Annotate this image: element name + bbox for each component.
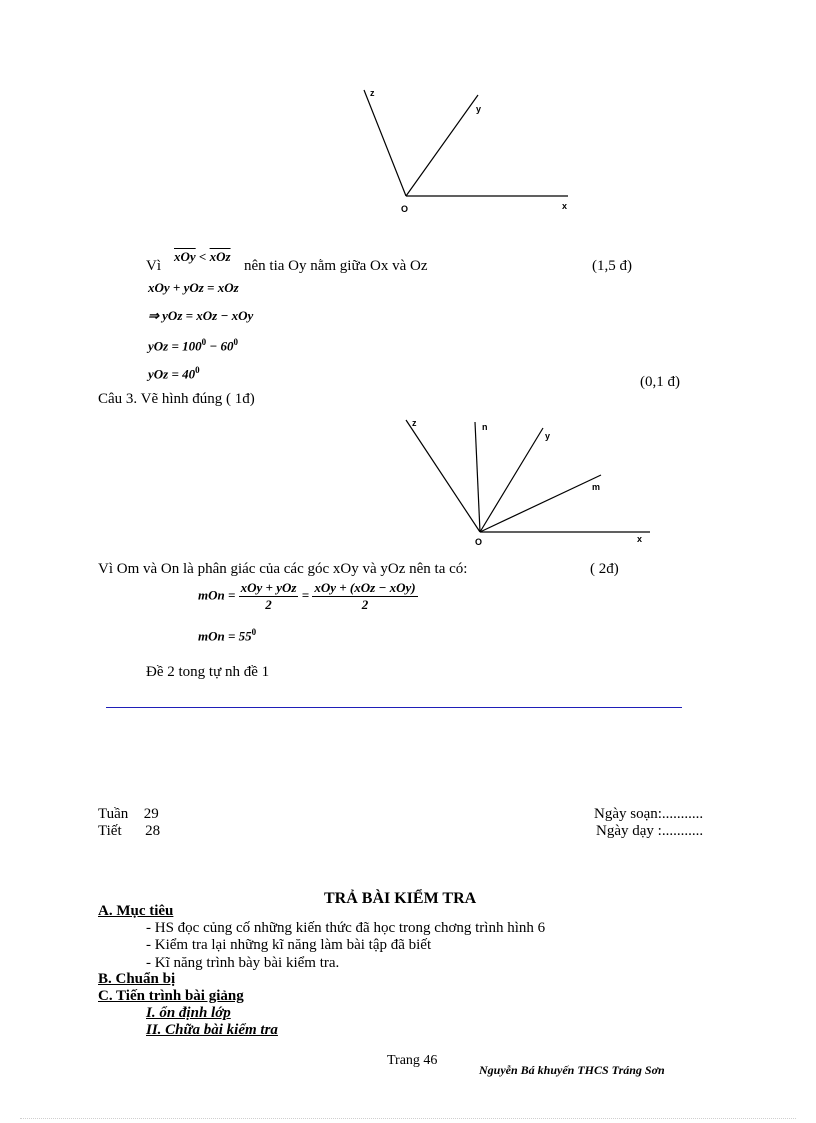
implies-arrow: ⇒: [148, 308, 159, 323]
angle-xoz: $\overline{xOz}$: [209, 249, 231, 264]
ray-oy: [406, 95, 478, 196]
eq3-left: yOz = 100: [148, 338, 202, 354]
mon-formula: [198, 580, 418, 613]
mon-result-value: mOn = 55: [198, 628, 252, 644]
tiet-value: 28: [145, 823, 161, 839]
page-bottom-border: [20, 1118, 796, 1119]
blue-separator: [106, 707, 682, 708]
equation-2: [148, 308, 253, 324]
eq3-degree-1: 0: [201, 337, 207, 347]
a-item-2: - Kiểm tra lại những kĩ năng làm bài tập đã biết: [146, 937, 432, 953]
equation-1: xOy + yOz = xOz: [148, 280, 239, 295]
c-item-1: I. ổn định lớp: [146, 1005, 231, 1021]
tuan-label: Tuần: [98, 806, 129, 822]
fraction-2: [312, 580, 417, 613]
points-0-1: (0,1 đ): [640, 374, 680, 390]
label2-y: y: [545, 431, 551, 441]
fraction-2-numerator: xOy + (xOz − xOy): [314, 580, 416, 595]
ngay-day: Ngày dạy :...........: [596, 823, 704, 839]
tuan-row: [98, 806, 159, 823]
equation-4: [148, 365, 200, 382]
de2-note: Đề 2 tong tự nh đề 1: [146, 664, 270, 680]
label2-m: m: [592, 482, 601, 492]
tiet-label: Tiết: [98, 823, 122, 839]
angle-xoy: $\overline{xOy}$: [174, 249, 196, 264]
eq3-mid: − 60: [206, 338, 234, 354]
section-b-heading: B. Chuẩn bị: [98, 971, 176, 987]
ray2-oz: [406, 420, 480, 532]
label-x: x: [562, 201, 568, 211]
equals-sign: =: [301, 587, 310, 603]
fraction-1-denominator: 2: [265, 597, 272, 612]
label2-n: n: [482, 422, 488, 432]
section-a-heading: A. Mục tiêu: [98, 903, 174, 919]
label2-o: O: [475, 537, 483, 547]
ray2-oy: [480, 428, 543, 532]
vi-word: Vì: [146, 258, 161, 274]
page-number: Trang 46: [387, 1053, 438, 1068]
condition-expression: [174, 249, 231, 265]
figure-bisectors: [395, 412, 660, 552]
eq4-degree: 0: [195, 365, 200, 375]
ngay-soan: Ngày soạn:...........: [594, 806, 704, 822]
a-item-3: - Kĩ năng trình bày bài kiểm tra.: [146, 955, 340, 971]
mon-result-degree: 0: [251, 627, 257, 637]
ray-oz: [364, 90, 406, 196]
label-o: O: [401, 204, 409, 214]
fraction-1-numerator: xOy + yOz: [240, 580, 297, 595]
mon-lhs: mOn =: [198, 587, 236, 603]
equation-2-body: yOz = xOz − xOy: [162, 308, 254, 323]
label2-z: z: [412, 418, 417, 428]
a-item-1: - HS đọc củng cố những kiến thức đã học trong chơng trình hình 6: [146, 920, 546, 936]
section-c-heading: C. Tiến trình bài giảng: [98, 988, 244, 1004]
author-credit: Nguyễn Bá khuyến THCS Tráng Sơn: [479, 1063, 665, 1077]
eq3-degree-2: 0: [233, 337, 239, 347]
ray2-on: [475, 422, 480, 532]
tiet-row: [98, 823, 160, 840]
mon-result: [198, 627, 256, 644]
conclusion-text: nên tia Oy nằm giữa Ox và Oz: [244, 258, 428, 274]
less-than: <: [198, 249, 207, 264]
figure-angles-xoy-xoz: [355, 85, 585, 220]
c-item-2: II. Chữa bài kiểm tra: [146, 1022, 278, 1038]
ray2-om: [480, 475, 601, 532]
eq4-left: yOz = 40: [148, 366, 196, 382]
label-z: z: [370, 88, 375, 98]
fraction-1: [239, 580, 299, 613]
label-y: y: [476, 104, 482, 114]
equation-3: [148, 337, 238, 354]
points-2: ( 2đ): [590, 561, 619, 577]
lesson-title: TRẢ BÀI KIỂM TRA: [324, 890, 477, 907]
label2-x: x: [637, 534, 643, 544]
points-1-5: (1,5 đ): [592, 258, 632, 274]
question-3-title: Câu 3. Vẽ hình đúng ( 1đ): [98, 391, 255, 407]
vi-line: [146, 258, 161, 275]
fraction-2-denominator: 2: [361, 597, 369, 612]
bisector-statement: Vì Om và On là phân giác của các góc xOy và yOz nên ta có:: [98, 561, 468, 577]
tuan-value: 29: [143, 806, 159, 822]
